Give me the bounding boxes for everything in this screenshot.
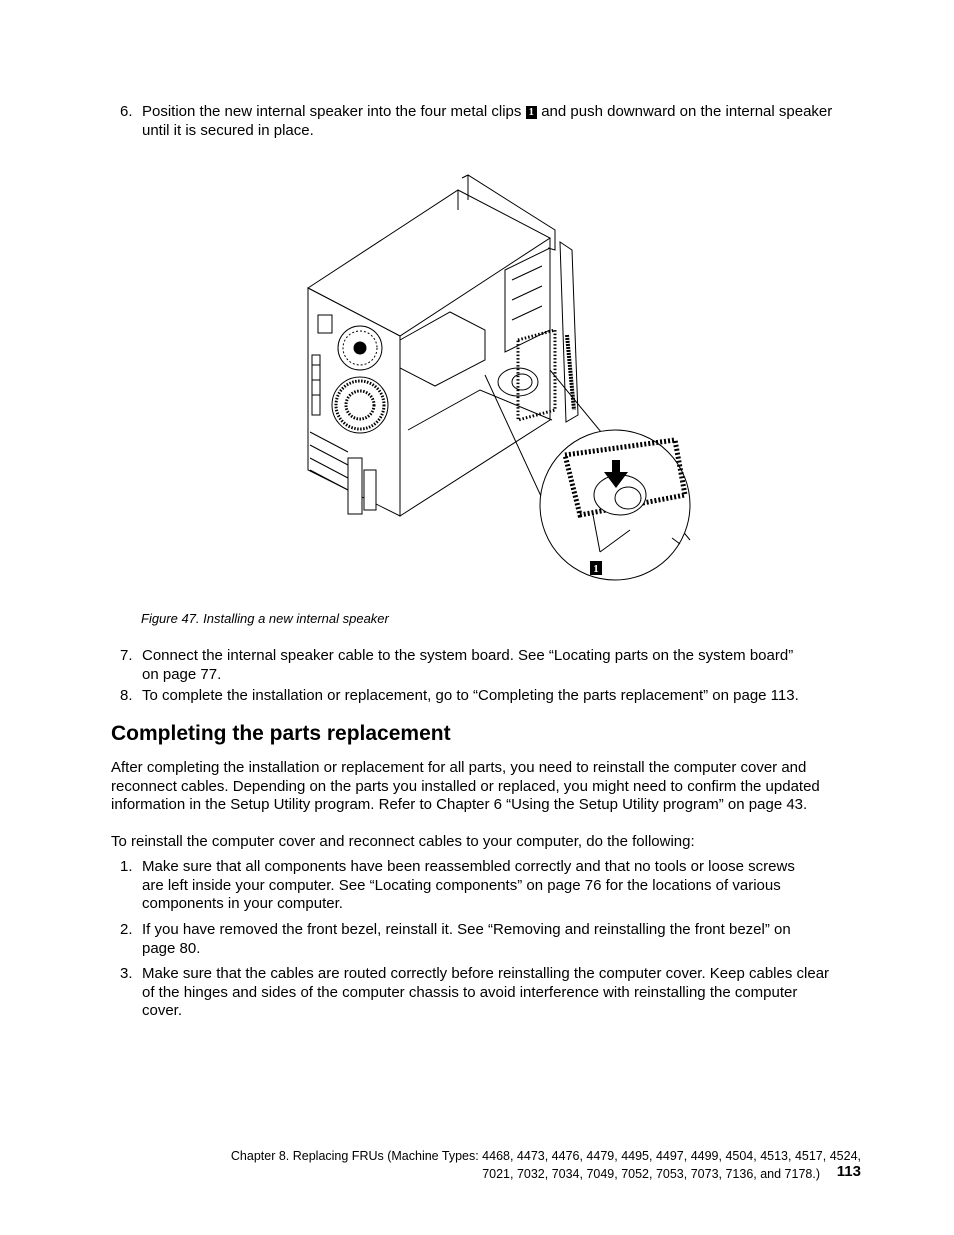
step-3 <box>120 965 880 1025</box>
footer-line-2: 7021, 7032, 7034, 7049, 7052, 7053, 7073, 7136, and 7178.) <box>482 1167 820 1181</box>
step-2 <box>120 921 880 961</box>
step-number: 2. <box>120 921 133 938</box>
figure-caption: Figure 47. Installing a new internal speaker <box>141 611 389 626</box>
step-text: Make sure that the cables are routed correctly before reinstalling the computer cover. Keep cables clear of the hinges and sides of the computer chassis to avoid interference with reinstalling the computer cover. <box>142 965 830 1019</box>
step-text: If you have removed the front bezel, reinstall it. See “Removing and reinstalling the front bezel” on page 80. <box>142 921 791 957</box>
step-8 <box>120 687 880 707</box>
step-number: 1. <box>120 858 133 875</box>
footer-line-1: Chapter 8. Replacing FRUs (Machine Types: 4468, 4473, 4476, 4479, 4495, 4497, 4499, 4504, 4513, 4517, 4524, <box>230 1149 861 1163</box>
intro-paragraph: After completing the installation or replacement for all parts, you need to reinstall the computer cover and reconnect cables. Depending on the parts you installed or replaced, you might need to confirm the updated information in the Setup Utility program. Refer to Chapter 6 “Using the Setup Utility program” on page 43. <box>111 759 820 813</box>
step-text: Position the new internal speaker into the four metal clips 1 and push downward on the internal speaker until it is secured in place. <box>142 103 833 139</box>
step-number: 3. <box>120 965 133 982</box>
step-text: Make sure that all components have been reassembled correctly and that no tools or loose screws are left inside your computer. See “Locating components” on page 76 for the locations of various components in your computer. <box>142 858 795 912</box>
instructions-paragraph: To reinstall the computer cover and reconnect cables to your computer, do the following: <box>111 833 695 850</box>
page-number: 113 <box>836 1163 861 1180</box>
step-number: 8. <box>120 687 133 704</box>
internal-speaker-figure <box>290 170 710 590</box>
callout-badge: 1 <box>526 106 538 119</box>
step-6 <box>120 103 880 143</box>
step-7 <box>120 647 880 687</box>
step-text: Connect the internal speaker cable to the system board. See “Locating parts on the system board” on page 77. <box>142 647 794 683</box>
step-1 <box>120 858 880 918</box>
section-heading: Completing the parts replacement <box>111 722 451 745</box>
figure-callout-label: 1 <box>593 563 599 575</box>
step-number: 6. <box>120 103 133 120</box>
step-number: 7. <box>120 647 133 664</box>
step-text: To complete the installation or replacement, go to “Completing the parts replacement” on page 113. <box>142 687 799 704</box>
